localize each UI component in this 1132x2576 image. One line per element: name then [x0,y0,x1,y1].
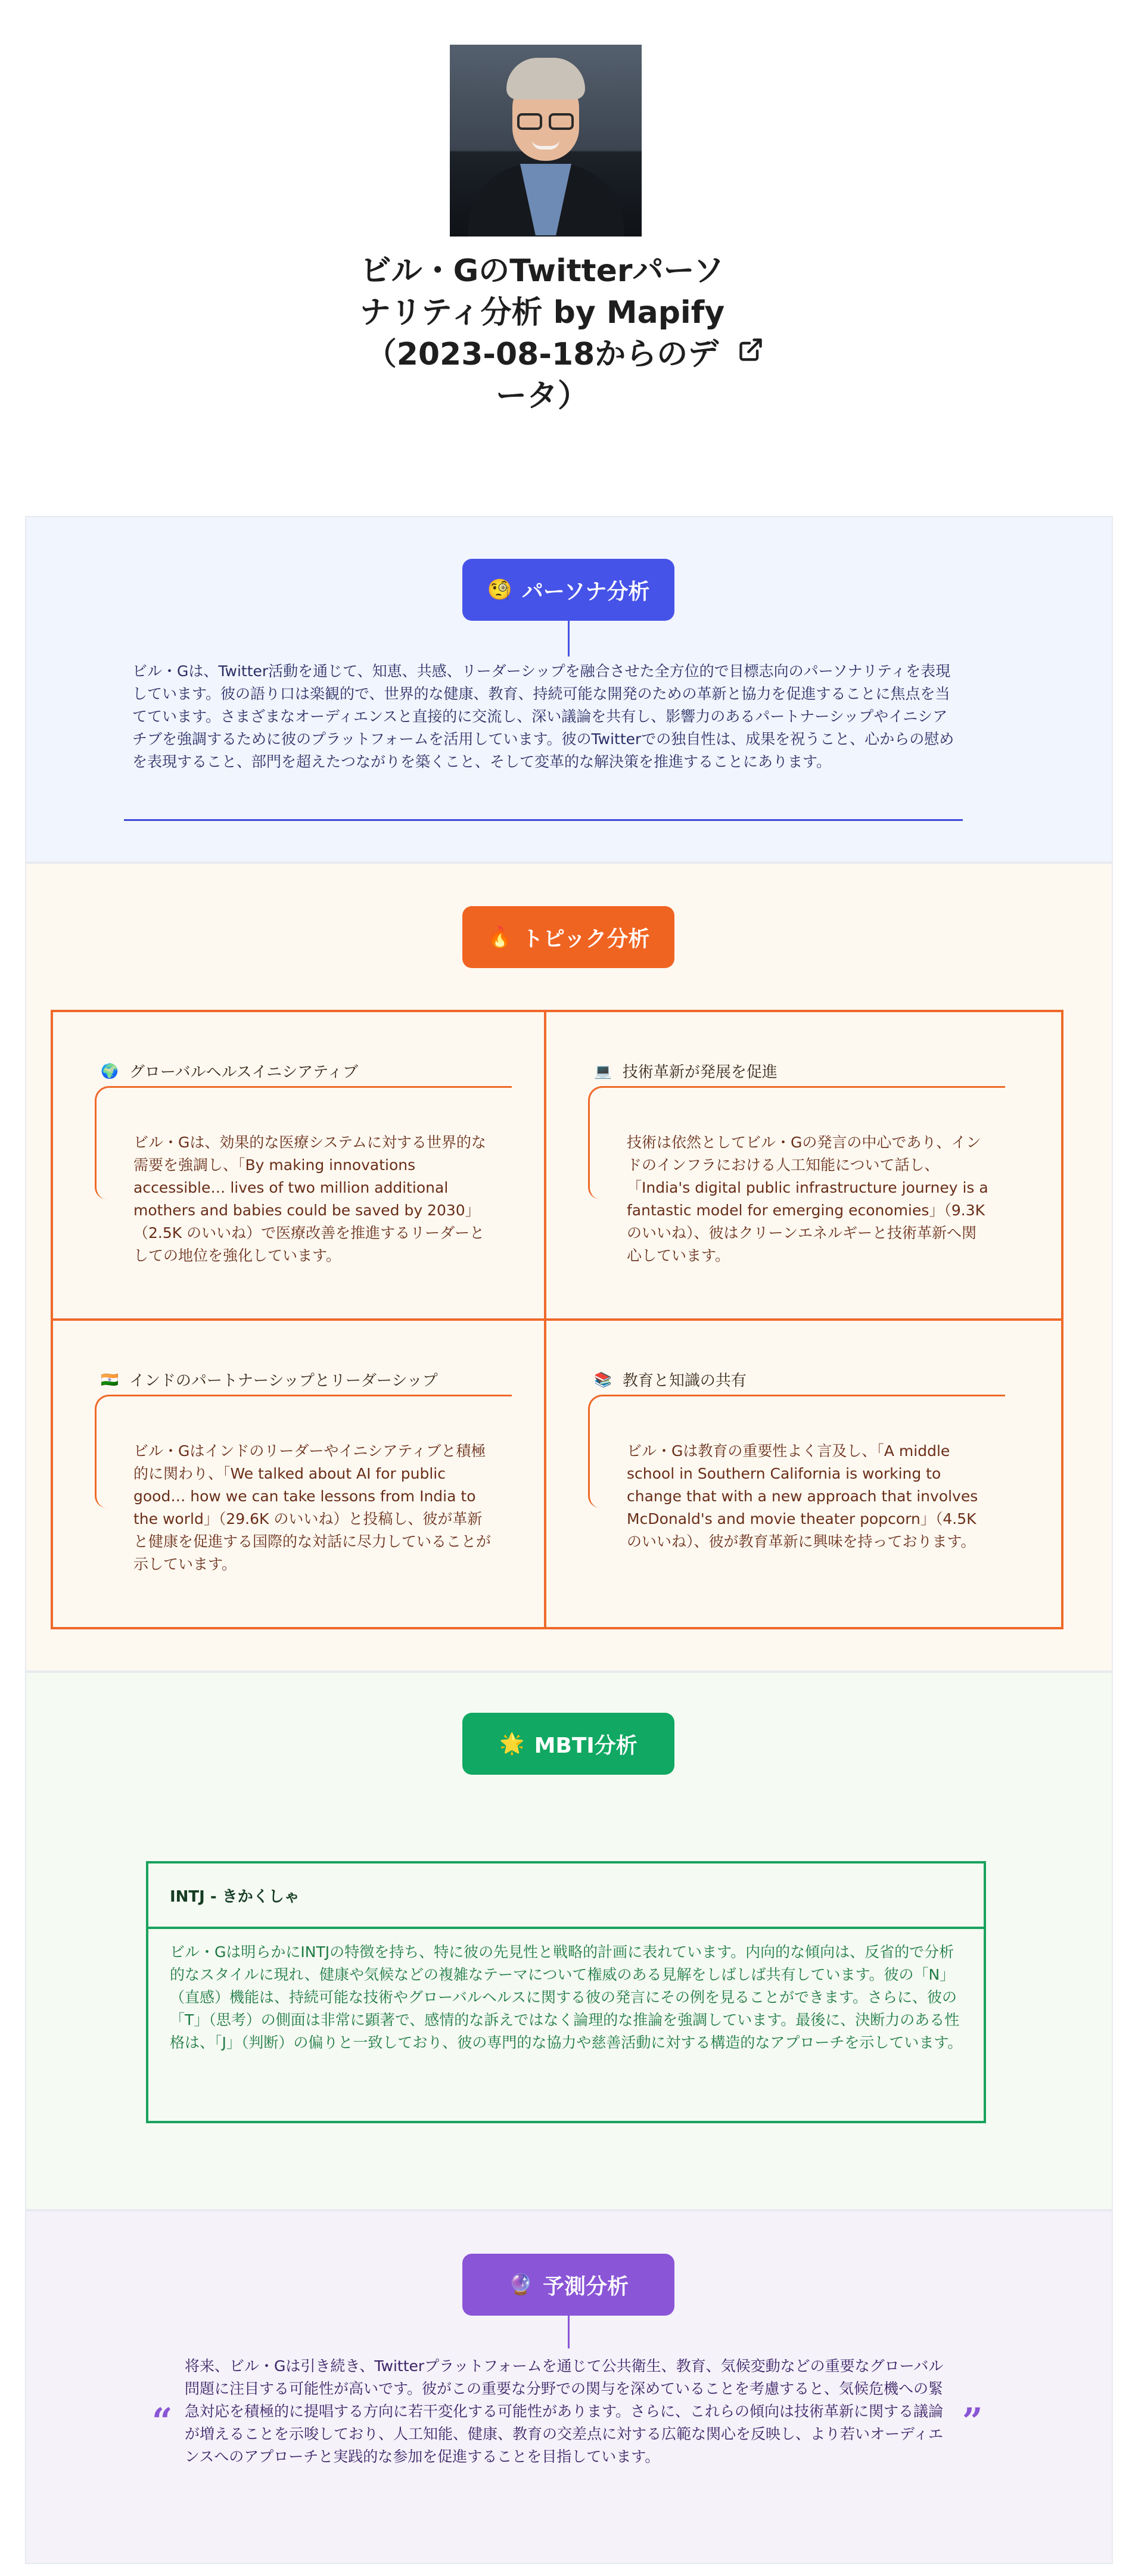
mbti-card [146,1861,986,2123]
topic-card-text: ビル・Gはインドのリーダーやイニシアティブと積極的に関わり、「We talked about AI for public good… how we can take lessons from India to the world」（29.6K のいいね）と投稿し、彼が革新と健康を促進する国際的な対話に尽力していることが示しています。 [133,1442,492,1573]
fire-icon: 🔥 [487,925,512,949]
mbti-type: INTJ - きかくしゃ [148,1863,984,1929]
predict-heading-label: 予測分析 [543,2274,629,2299]
topic-heading-label: トピック分析 [521,926,650,951]
persona-heading-label: パーソナ分析 [521,579,650,604]
topic-card-text: ビル・Gは、効果的な医療システムに対する世界的な需要を強調し、「By making innovations accessible… lives of two million additional mothers and babies could be saved by 2030」（2.5K のいいね）で医療改善を推進するリーダーとしての地位を強化しています。 [133,1134,486,1264]
persona-underline [124,819,963,821]
thinking-face-icon: 🧐 [487,578,512,602]
topic-grid [51,1010,1063,1629]
topic-heading [462,906,674,968]
topic-card-tech-innovation [546,1012,1035,1318]
crystal-ball-icon: 🔮 [508,2273,534,2297]
predict-connector [568,2316,570,2348]
topic-card-title: 教育と知識の共有 [622,1372,747,1390]
globe-icon: 🌍 [101,1062,119,1079]
open-quote-icon: “ [152,2401,173,2443]
predict-text: 将来、ビル・Gは引き続き、Twitterプラットフォームを通じて公共衛生、教育、気候変動などの重要なグローバル問題に注目する可能性が高いです。彼がこの重要な分野での関与を深めていることを考慮すると、気候危機への緊急対応を積極的に提唱する方向に若干変化する可能性があります。さらに、これらの傾向は技術革新に関する議論が増えることを示唆しており、人工知能、健康、教育の交差点に対する広範な関心を反映し、より若いオーディエンスへのアプローチと実践的な参加を促進することを目指しています。 [185,2357,944,2465]
laptop-icon: 💻 [594,1062,612,1079]
topic-card-title: 技術革新が発展を促進 [622,1063,778,1081]
persona-text: ビル・Gは、Twitter活動を通じて、知恵、共感、リーダーシップを融合させた全方位的で目標志向のパーソナリティを表現しています。彼の語り口は楽観的で、世界的な健康、教育、持続可能な開発のための革新と協力を促進することに焦点を当てています。さまざまなオーディエンスと直接的に交流し、深い議論を共有し、影響力のあるパートナーシップやイニシアチブを強調するために彼のプラットフォームを活用しています。彼のTwitterでの独自性は、成果を祝うこと、心からの慰めを表現すること、部門を超えたつながりを築くこと、そして変革的な解決策を推進することにあります。 [132,662,954,770]
mbti-text: ビル・Gは明らかにINTJの特徴を持ち、特に彼の先見性と戦略的計画に表れています。内向的な傾向は、反省的で分析的なスタイルに現れ、健康や気候などの複雑なテーマについて権威のある見解をしばしば共有しています。彼の「N」（直感）機能は、持続可能な技術やグローバルヘルスに関する彼の発言にその例を見ることができます。さらに、彼の「T」（思考）の側面は非常に顕著で、感情的な訴えではなく論理的な推論を強調しています。最後に、決断力のある性格は、「J」（判断）の偏りと一致しており、彼の専門的な協力や慈善活動に対する構造的なアプローチを示しています。 [170,1943,963,2051]
page-title: ビル・GのTwitterパーソナリティ分析 by Mapify（2023-08-18からのデータ） [359,253,725,414]
predict-heading [462,2254,674,2316]
persona-connector [568,621,570,657]
persona-heading [462,559,674,621]
mbti-heading-label: MBTI分析 [534,1733,637,1758]
topic-card-text: ビル・Gは教育の重要性よく言及し、「A middle school in Southern California is working to change that with a new approach that involves McDonald's and movie theater popcorn」（4.5Kのいいね）、彼が教育革新に興味を持っております。 [627,1442,978,1550]
close-quote-icon: ” [962,2401,983,2443]
topic-card-india-partnership [53,1321,542,1627]
mbti-heading [462,1713,674,1775]
topic-card-text: 技術は依然としてビル・Gの発言の中心であり、インドのインフラにおける人工知能について話し、「India's digital public infrastructure journey is a fantastic model for emerging economies」（9.3K のいいね）、彼はクリーンエネルギーと技術革新へ関心しています。 [627,1134,988,1264]
topic-card-global-health [53,1012,542,1318]
india-flag-icon: 🇮🇳 [101,1371,119,1388]
external-link-icon[interactable] [738,337,764,363]
profile-photo [450,45,642,237]
topic-card-title: インドのパートナーシップとリーダーシップ [129,1372,438,1390]
star-icon: 🌟 [499,1732,525,1756]
books-icon: 📚 [594,1371,612,1388]
topic-card-title: グローバルヘルスイニシアティブ [129,1063,359,1081]
topic-card-education [546,1321,1035,1627]
